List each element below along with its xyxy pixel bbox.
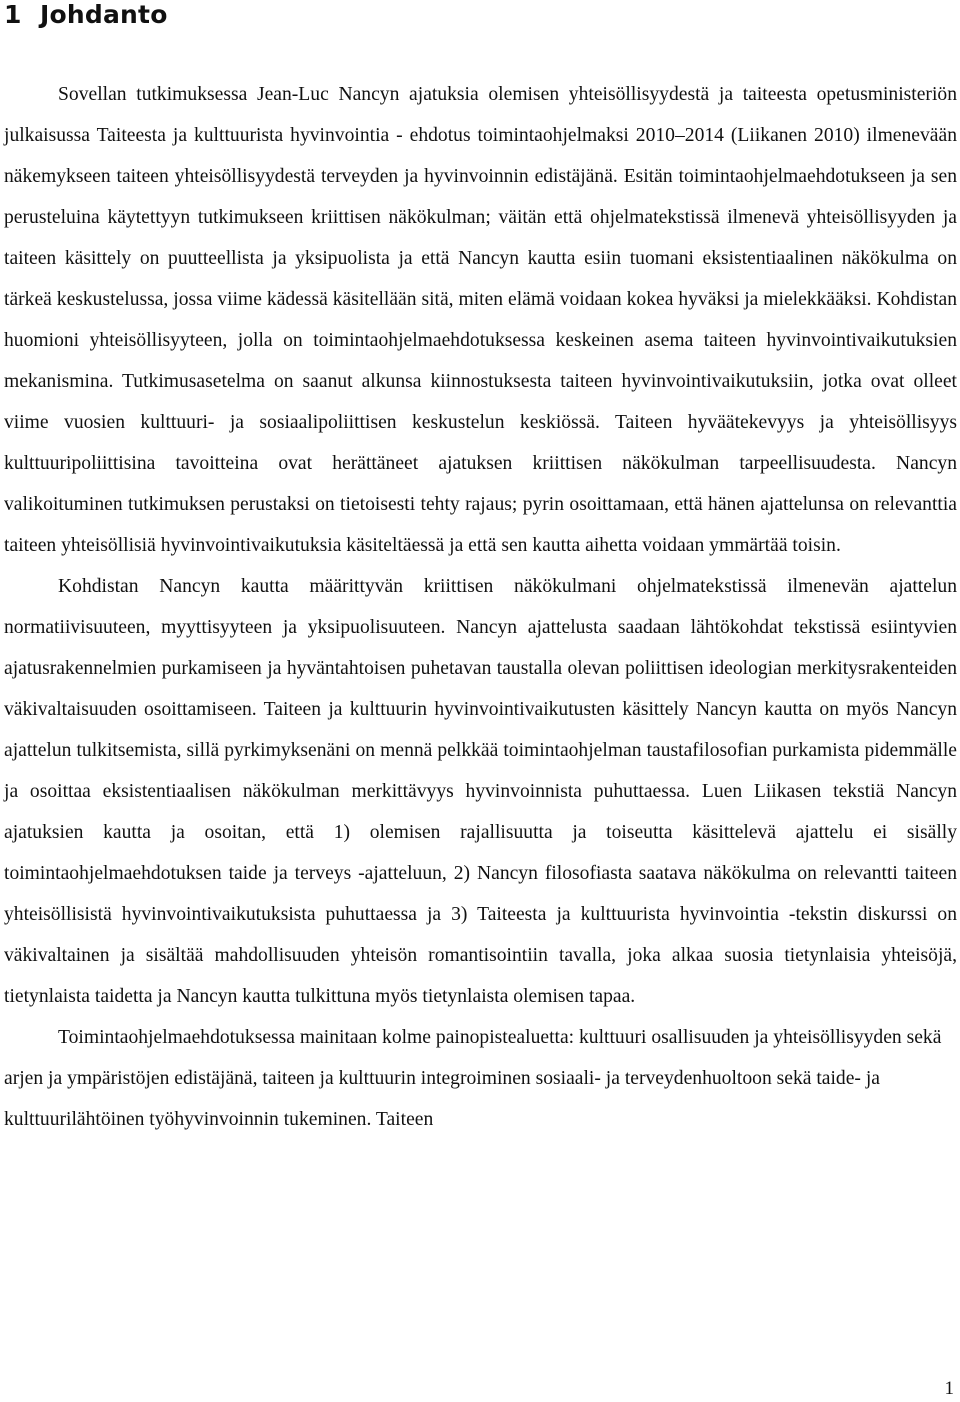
page-number: 1	[944, 1378, 954, 1399]
chapter-number: 1	[4, 0, 22, 29]
chapter-title: Johdanto	[40, 0, 168, 29]
paragraph-1: Sovellan tutkimuksessa Jean-Luc Nancyn ajatuksia olemisen yhteisöllisyydestä ja taiteesta opetusministeriön julkaisussa Taiteesta ja kulttuurista hyvinvointia - ehdotus toimintaohjelmaksi 2010–2014 (Liikanen 2010) ilmenevään näkemykseen taiteen yhteisöllisyydestä terveyden ja hyvinvoinnin edistäjänä. Esitän toimintaohjelmaehdotukseen ja sen perusteluina käytettyyn tutkimukseen kriittisen näkökulman; väitän että ohjelmatekstissä ilmenevä yhteisöllisyyden ja taiteen käsittely on puutteellista ja yksipuolista ja että Nancyn kautta esiin tuomani eksistentiaalinen näkökulma on tärkeä keskustelussa, jossa viime kädessä käsitellään sitä, miten elämä voidaan kokea hyväksi ja mielekkääksi. Kohdistan huomioni yhteisöllisyyteen, jolla on toimintaohjelmaehdotuksessa keskeinen asema taiteen hyvinvointivaikutuksien mekanismina. Tutkimusasetelma on saanut alkunsa kiinnostuksesta taiteen hyvinvointivaikutuksiin, jotka ovat olleet viime vuosien kulttuuri- ja sosiaalipoliittisen keskustelun keskiössä. Taiteen hyväätekevyys ja yhteisöllisyys kulttuuripoliittisina tavoitteina ovat herättäneet ajatuksen kriittisen näkökulman tarpeellisuudesta. Nancyn valikoituminen tutkimuksen perustaksi on tietoisesti tehty rajaus; pyrin osoittamaan, että hänen ajattelunsa on relevanttia taiteen yhteisöllisiä hyvinvointivaikutuksia käsiteltäessä ja että sen kautta aihetta voidaan ymmärtää toisin.	[4, 84, 957, 556]
paragraph-2: Kohdistan Nancyn kautta määrittyvän kriittisen näkökulmani ohjelmatekstissä ilmenevän ajattelun normatiivisuuteen, myyttisyyteen ja yksipuolisuuteen. Nancyn ajattelusta saadaan lähtökohdat tekstissä esiintyvien ajatusrakennelmien purkamiseen ja hyväntahtoisen puhetavan taustalla olevan poliittisen ideologian merkitysrakenteiden väkivaltaisuuden osoittamiseen. Taiteen ja kulttuurin hyvinvointivaikutusten käsittely Nancyn kautta on myös Nancyn ajattelun tulkitsemista, sillä pyrkimyksenäni on mennä pelkkää toimintaohjelman taustafilosofian purkamista pidemmälle ja osoittaa eksistentiaalisen näkökulman merkittävyys hyvinvoinnista puhuttaessa. Luen Liikasen tekstiä Nancyn ajatuksien kautta ja osoitan, että 1) olemisen rajallisuutta ja toiseutta käsittelevä ajattelu ei sisälly toimintaohjelmaehdotuksen taide ja terveys -ajatteluun, 2) Nancyn filosofiasta saatava näkökulma on relevantti taiteen yhteisöllisistä hyvinvointivaikutuksista puhuttaessa ja 3) Taiteesta ja kulttuurista hyvinvointia -tekstin diskurssi on väkivaltainen ja sisältää mahdollisuuden yhteisön romantisointiin tavalla, joka alkaa suosia tietynlaisia yhteisöjä, tietynlaista taidetta ja Nancyn kautta tulkittuna myös tietynlaista olemisen tapaa.	[4, 576, 957, 1007]
body-text	[4, 74, 957, 1140]
paragraph-3: Toimintaohjelmaehdotuksessa mainitaan kolme painopistealuetta: kulttuuri osallisuuden ja yhteisöllisyyden sekä arjen ja ympäristöjen edistäjänä, taiteen ja kulttuurin integroiminen sosiaali- ja terveydenhuoltoon sekä taide- ja kulttuurilähtöinen työhyvinvoinnin tukeminen. Taiteen	[4, 1027, 942, 1130]
chapter-heading	[4, 0, 168, 30]
